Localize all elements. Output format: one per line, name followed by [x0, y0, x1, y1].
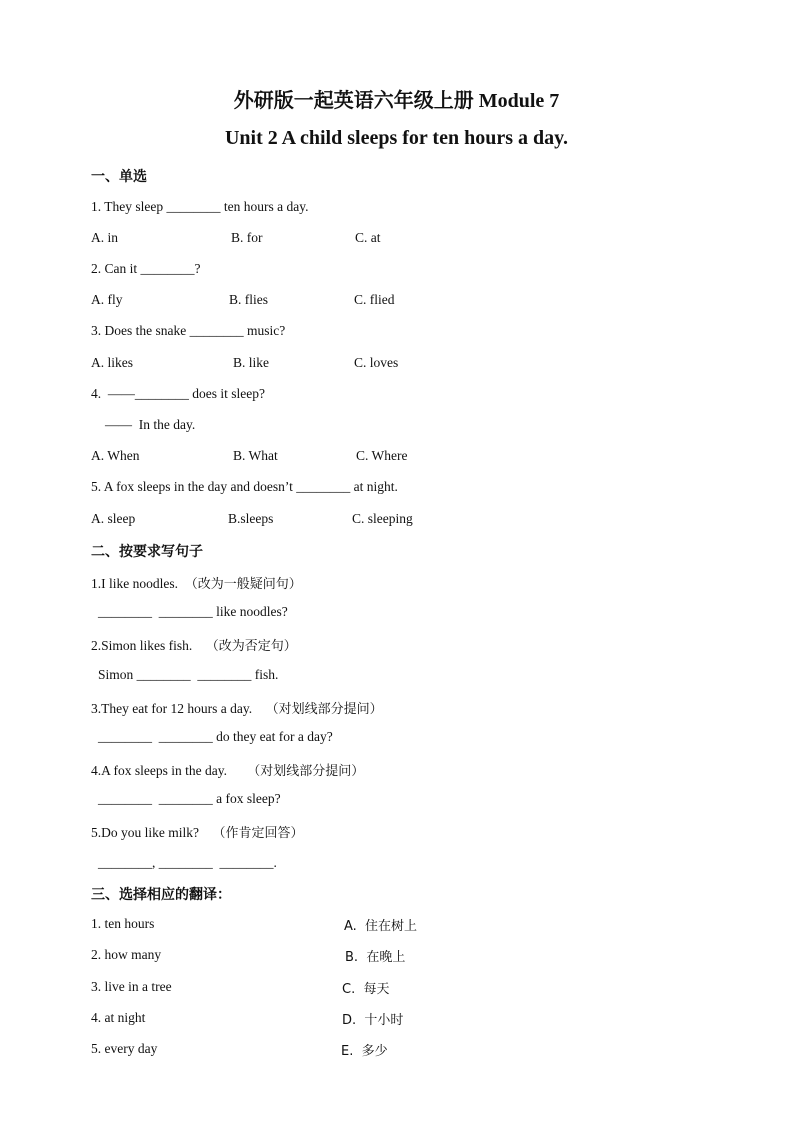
translation-option: E. 多少 [341, 1044, 388, 1059]
instruction-note: （对划线部分提问） [247, 764, 365, 779]
rewrite-question [91, 573, 302, 592]
translation-option: D. 十小时 [342, 1013, 404, 1028]
answer-line: ________ ________ do they eat for a day? [98, 729, 333, 744]
rewrite-question [91, 760, 364, 779]
instruction-note: （对划线部分提问） [265, 702, 383, 717]
phrase-item: 3. live in a tree [91, 979, 172, 994]
rewrite-question [91, 822, 304, 841]
option-b: B. flies [229, 292, 268, 307]
option-b: B. like [233, 355, 269, 370]
instruction-note: （改为一般疑问句） [184, 577, 302, 592]
answer-line: ________ ________ a fox sleep? [98, 791, 281, 806]
phrase-item: 1. ten hours [91, 916, 155, 931]
question-answer-line: —— In the day. [105, 417, 196, 432]
question-text: 4.A fox sleeps in the day. [91, 763, 227, 778]
section-heading-1: 一、单选 [91, 169, 147, 185]
question-stem: 3. Does the snake ________ music? [91, 323, 286, 338]
rewrite-question [91, 698, 383, 717]
question-stem: 5. A fox sleeps in the day and doesn’t ________ at night. [91, 479, 398, 494]
option-c: C. at [355, 230, 381, 245]
question-text: 3.They eat for 12 hours a day. [91, 701, 253, 716]
translation-option: C. 每天 [342, 982, 390, 997]
translation-option: A. 住在树上 [344, 919, 418, 934]
question-text: 1.I like noodles. [91, 576, 178, 591]
unit-subtitle: Unit 2 A child sleeps for ten hours a day. [224, 127, 569, 149]
question-text: 2.Simon likes fish. [91, 638, 193, 653]
option-c: C. loves [354, 355, 399, 370]
answer-line: ________, ________ ________. [98, 855, 277, 870]
question-stem: 1. They sleep ________ ten hours a day. [91, 199, 309, 214]
question-stem: 2. Can it ________? [91, 261, 201, 276]
phrase-item: 4. at night [91, 1010, 146, 1025]
option-a: A. likes [91, 355, 133, 370]
option-c: C. flied [354, 292, 395, 307]
question-stem: 4. ——________ does it sleep? [91, 386, 265, 401]
option-b: B.sleeps [228, 511, 274, 526]
phrase-item: 2. how many [91, 947, 162, 962]
phrase-item: 5. every day [91, 1041, 158, 1056]
answer-line: ________ ________ like noodles? [98, 604, 288, 619]
option-a: A. sleep [91, 511, 136, 526]
page-title: 外研版一起英语六年级上册 Module 7 [233, 90, 560, 112]
option-c: C. Where [356, 448, 408, 463]
question-text: 5.Do you like milk? [91, 825, 199, 840]
translation-option: B. 在晚上 [345, 950, 406, 965]
option-a: A. fly [91, 292, 123, 307]
option-a: A. in [91, 230, 118, 245]
answer-line: Simon ________ ________ fish. [98, 667, 279, 682]
option-b: B. for [231, 230, 263, 245]
rewrite-question [91, 635, 297, 654]
instruction-note: （改为否定句） [205, 639, 297, 654]
section-heading-2: 二、按要求写句子 [91, 544, 203, 560]
option-a: A. When [91, 448, 140, 463]
section-heading-3: 三、选择相应的翻译： [91, 887, 231, 903]
option-b: B. What [233, 448, 278, 463]
option-c: C. sleeping [352, 511, 413, 526]
instruction-note: （作肯定回答） [212, 826, 304, 841]
